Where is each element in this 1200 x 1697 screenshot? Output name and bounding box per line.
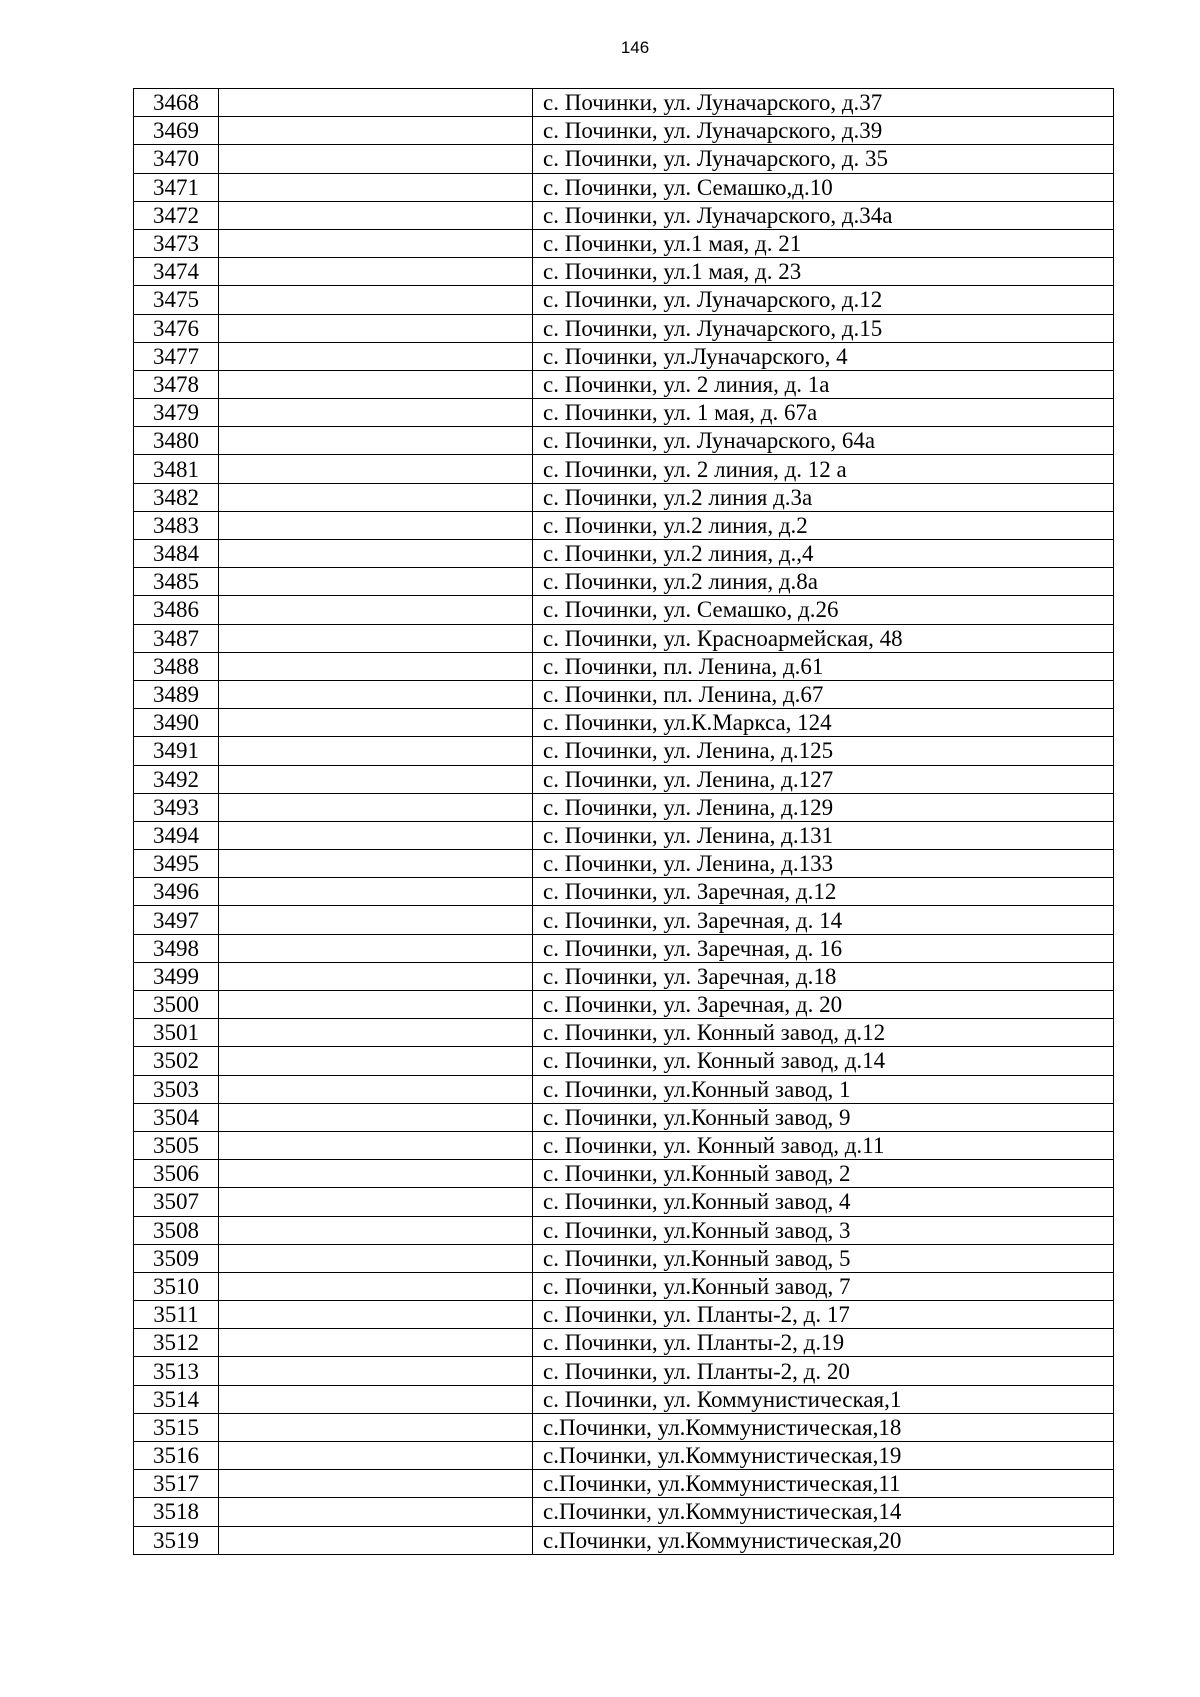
address-cell: с. Починки, ул.2 линия, д.8а bbox=[533, 568, 1114, 596]
row-number-cell: 3504 bbox=[134, 1103, 219, 1131]
row-number-cell: 3477 bbox=[134, 342, 219, 370]
row-number-cell: 3518 bbox=[134, 1498, 219, 1526]
table-row bbox=[134, 793, 1114, 821]
table-row bbox=[134, 906, 1114, 934]
name-cell bbox=[219, 1442, 533, 1470]
row-number-cell: 3509 bbox=[134, 1244, 219, 1272]
table-row bbox=[134, 342, 1114, 370]
table-row bbox=[134, 962, 1114, 990]
name-cell bbox=[219, 145, 533, 173]
name-cell bbox=[219, 652, 533, 680]
name-cell bbox=[219, 1160, 533, 1188]
row-number-cell: 3490 bbox=[134, 709, 219, 737]
row-number-cell: 3493 bbox=[134, 793, 219, 821]
name-cell bbox=[219, 793, 533, 821]
name-cell bbox=[219, 173, 533, 201]
row-number-cell: 3483 bbox=[134, 511, 219, 539]
row-number-cell: 3501 bbox=[134, 1019, 219, 1047]
name-cell bbox=[219, 201, 533, 229]
table-row bbox=[134, 1075, 1114, 1103]
address-cell: с. Починки, ул.Конный завод, 9 bbox=[533, 1103, 1114, 1131]
table-row bbox=[134, 1216, 1114, 1244]
table-row bbox=[134, 568, 1114, 596]
address-cell: с. Починки, ул.Луначарского, 4 bbox=[533, 342, 1114, 370]
address-cell: с. Починки, ул. Заречная, д. 20 bbox=[533, 991, 1114, 1019]
address-cell: с. Починки, ул. Ленина, д.131 bbox=[533, 821, 1114, 849]
address-cell: с. Починки, ул.2 линия, д.2 bbox=[533, 511, 1114, 539]
name-cell bbox=[219, 1188, 533, 1216]
row-number-cell: 3516 bbox=[134, 1442, 219, 1470]
address-cell: с. Починки, ул. Семашко,д.10 bbox=[533, 173, 1114, 201]
address-cell: с. Починки, ул. Планты-2, д.19 bbox=[533, 1329, 1114, 1357]
row-number-cell: 3491 bbox=[134, 737, 219, 765]
row-number-cell: 3498 bbox=[134, 934, 219, 962]
name-cell bbox=[219, 1019, 533, 1047]
name-cell bbox=[219, 1244, 533, 1272]
address-cell: с.Починки, ул.Коммунистическая,18 bbox=[533, 1413, 1114, 1441]
address-cell: с. Починки, ул. Коммунистическая,1 bbox=[533, 1385, 1114, 1413]
row-number-cell: 3476 bbox=[134, 314, 219, 342]
name-cell bbox=[219, 1103, 533, 1131]
address-cell: с. Починки, ул.Конный завод, 7 bbox=[533, 1272, 1114, 1300]
address-cell: с. Починки, ул. Луначарского, д.12 bbox=[533, 286, 1114, 314]
table-row bbox=[134, 370, 1114, 398]
name-cell bbox=[219, 89, 533, 117]
row-number-cell: 3500 bbox=[134, 991, 219, 1019]
table-row bbox=[134, 624, 1114, 652]
table-row bbox=[134, 596, 1114, 624]
address-cell: с. Починки, ул. Конный завод, д.11 bbox=[533, 1131, 1114, 1159]
address-cell: с. Починки, ул. Ленина, д.125 bbox=[533, 737, 1114, 765]
name-cell bbox=[219, 1413, 533, 1441]
address-cell: с. Починки, ул. Заречная, д. 16 bbox=[533, 934, 1114, 962]
row-number-cell: 3473 bbox=[134, 229, 219, 257]
name-cell bbox=[219, 934, 533, 962]
address-cell: с. Починки, ул. Заречная, д.18 bbox=[533, 962, 1114, 990]
name-cell bbox=[219, 709, 533, 737]
address-cell: с. Починки, пл. Ленина, д.61 bbox=[533, 652, 1114, 680]
address-cell: с. Починки, ул. Луначарского, д.39 bbox=[533, 117, 1114, 145]
table-row bbox=[134, 765, 1114, 793]
row-number-cell: 3517 bbox=[134, 1470, 219, 1498]
name-cell bbox=[219, 737, 533, 765]
address-cell: с. Починки, ул. 2 линия, д. 1а bbox=[533, 370, 1114, 398]
name-cell bbox=[219, 483, 533, 511]
name-cell bbox=[219, 765, 533, 793]
address-cell: с. Починки, ул. Луначарского, 64а bbox=[533, 427, 1114, 455]
table-row bbox=[134, 1357, 1114, 1385]
name-cell bbox=[219, 596, 533, 624]
name-cell bbox=[219, 1216, 533, 1244]
table-row bbox=[134, 540, 1114, 568]
name-cell bbox=[219, 427, 533, 455]
name-cell bbox=[219, 399, 533, 427]
name-cell bbox=[219, 1357, 533, 1385]
row-number-cell: 3513 bbox=[134, 1357, 219, 1385]
name-cell bbox=[219, 991, 533, 1019]
address-cell: с. Починки, ул.1 мая, д. 21 bbox=[533, 229, 1114, 257]
row-number-cell: 3499 bbox=[134, 962, 219, 990]
row-number-cell: 3480 bbox=[134, 427, 219, 455]
row-number-cell: 3512 bbox=[134, 1329, 219, 1357]
name-cell bbox=[219, 680, 533, 708]
address-cell: с. Починки, ул. Ленина, д.127 bbox=[533, 765, 1114, 793]
table-row bbox=[134, 709, 1114, 737]
address-cell: с. Починки, ул.Конный завод, 4 bbox=[533, 1188, 1114, 1216]
name-cell bbox=[219, 117, 533, 145]
table-row bbox=[134, 1019, 1114, 1047]
address-cell: с. Починки, ул.2 линия д.3а bbox=[533, 483, 1114, 511]
name-cell bbox=[219, 850, 533, 878]
name-cell bbox=[219, 624, 533, 652]
table-row bbox=[134, 173, 1114, 201]
row-number-cell: 3496 bbox=[134, 878, 219, 906]
name-cell bbox=[219, 962, 533, 990]
row-number-cell: 3469 bbox=[134, 117, 219, 145]
address-cell: с. Починки, ул.Конный завод, 3 bbox=[533, 1216, 1114, 1244]
address-table-body bbox=[134, 89, 1114, 1555]
table-row bbox=[134, 1526, 1114, 1554]
table-row bbox=[134, 511, 1114, 539]
row-number-cell: 3482 bbox=[134, 483, 219, 511]
page-number: 146 bbox=[620, 38, 650, 57]
table-row bbox=[134, 991, 1114, 1019]
table-row bbox=[134, 455, 1114, 483]
address-table bbox=[133, 88, 1114, 1555]
address-cell: с. Починки, ул. Планты-2, д. 20 bbox=[533, 1357, 1114, 1385]
name-cell bbox=[219, 455, 533, 483]
row-number-cell: 3519 bbox=[134, 1526, 219, 1554]
row-number-cell: 3475 bbox=[134, 286, 219, 314]
row-number-cell: 3474 bbox=[134, 258, 219, 286]
table-row bbox=[134, 483, 1114, 511]
name-cell bbox=[219, 1329, 533, 1357]
table-row bbox=[134, 427, 1114, 455]
table-row bbox=[134, 1244, 1114, 1272]
row-number-cell: 3470 bbox=[134, 145, 219, 173]
address-cell: с. Починки, ул. Красноармейская, 48 bbox=[533, 624, 1114, 652]
row-number-cell: 3502 bbox=[134, 1047, 219, 1075]
row-number-cell: 3514 bbox=[134, 1385, 219, 1413]
address-cell: с. Починки, ул.2 линия, д.,4 bbox=[533, 540, 1114, 568]
row-number-cell: 3503 bbox=[134, 1075, 219, 1103]
name-cell bbox=[219, 1075, 533, 1103]
table-row bbox=[134, 1047, 1114, 1075]
name-cell bbox=[219, 1526, 533, 1554]
table-row bbox=[134, 201, 1114, 229]
table-row bbox=[134, 258, 1114, 286]
table-row bbox=[134, 117, 1114, 145]
name-cell bbox=[219, 821, 533, 849]
name-cell bbox=[219, 878, 533, 906]
table-row bbox=[134, 1385, 1114, 1413]
table-row bbox=[134, 145, 1114, 173]
row-number-cell: 3506 bbox=[134, 1160, 219, 1188]
address-cell: с.Починки, ул.Коммунистическая,20 bbox=[533, 1526, 1114, 1554]
address-cell: с. Починки, ул. Луначарского, д.34а bbox=[533, 201, 1114, 229]
address-cell: с. Починки, пл. Ленина, д.67 bbox=[533, 680, 1114, 708]
name-cell bbox=[219, 1470, 533, 1498]
address-cell: с. Починки, ул. Луначарского, д.15 bbox=[533, 314, 1114, 342]
name-cell bbox=[219, 314, 533, 342]
table-row bbox=[134, 1442, 1114, 1470]
name-cell bbox=[219, 1272, 533, 1300]
row-number-cell: 3510 bbox=[134, 1272, 219, 1300]
table-row bbox=[134, 850, 1114, 878]
row-number-cell: 3515 bbox=[134, 1413, 219, 1441]
table-row bbox=[134, 1329, 1114, 1357]
address-cell: с. Починки, ул.К.Маркса, 124 bbox=[533, 709, 1114, 737]
row-number-cell: 3472 bbox=[134, 201, 219, 229]
row-number-cell: 3478 bbox=[134, 370, 219, 398]
table-row bbox=[134, 1301, 1114, 1329]
table-row bbox=[134, 1188, 1114, 1216]
address-cell: с. Починки, ул.Конный завод, 1 bbox=[533, 1075, 1114, 1103]
table-row bbox=[134, 737, 1114, 765]
name-cell bbox=[219, 540, 533, 568]
row-number-cell: 3511 bbox=[134, 1301, 219, 1329]
table-row bbox=[134, 314, 1114, 342]
name-cell bbox=[219, 568, 533, 596]
name-cell bbox=[219, 1047, 533, 1075]
address-cell: с. Починки, ул.Конный завод, 5 bbox=[533, 1244, 1114, 1272]
row-number-cell: 3481 bbox=[134, 455, 219, 483]
row-number-cell: 3495 bbox=[134, 850, 219, 878]
name-cell bbox=[219, 370, 533, 398]
row-number-cell: 3479 bbox=[134, 399, 219, 427]
table-row bbox=[134, 1413, 1114, 1441]
address-cell: с. Починки, ул. Заречная, д.12 bbox=[533, 878, 1114, 906]
table-row bbox=[134, 399, 1114, 427]
address-cell: с. Починки, ул. Планты-2, д. 17 bbox=[533, 1301, 1114, 1329]
row-number-cell: 3497 bbox=[134, 906, 219, 934]
address-cell: с. Починки, ул. 2 линия, д. 12 а bbox=[533, 455, 1114, 483]
name-cell bbox=[219, 258, 533, 286]
table-row bbox=[134, 680, 1114, 708]
address-cell: с. Починки, ул. 1 мая, д. 67а bbox=[533, 399, 1114, 427]
row-number-cell: 3468 bbox=[134, 89, 219, 117]
name-cell bbox=[219, 1131, 533, 1159]
name-cell bbox=[219, 229, 533, 257]
table-row bbox=[134, 1160, 1114, 1188]
row-number-cell: 3484 bbox=[134, 540, 219, 568]
address-cell: с. Починки, ул. Луначарского, д.37 bbox=[533, 89, 1114, 117]
address-cell: с. Починки, ул. Конный завод, д.12 bbox=[533, 1019, 1114, 1047]
row-number-cell: 3494 bbox=[134, 821, 219, 849]
table-row bbox=[134, 1498, 1114, 1526]
address-cell: с. Починки, ул. Заречная, д. 14 bbox=[533, 906, 1114, 934]
address-cell: с.Починки, ул.Коммунистическая,14 bbox=[533, 1498, 1114, 1526]
table-row bbox=[134, 1272, 1114, 1300]
address-cell: с. Починки, ул. Ленина, д.133 bbox=[533, 850, 1114, 878]
name-cell bbox=[219, 342, 533, 370]
row-number-cell: 3507 bbox=[134, 1188, 219, 1216]
name-cell bbox=[219, 286, 533, 314]
name-cell bbox=[219, 511, 533, 539]
name-cell bbox=[219, 1301, 533, 1329]
row-number-cell: 3486 bbox=[134, 596, 219, 624]
table-row bbox=[134, 1131, 1114, 1159]
row-number-cell: 3485 bbox=[134, 568, 219, 596]
table-row bbox=[134, 1103, 1114, 1131]
row-number-cell: 3492 bbox=[134, 765, 219, 793]
table-row bbox=[134, 1470, 1114, 1498]
address-cell: с.Починки, ул.Коммунистическая,19 bbox=[533, 1442, 1114, 1470]
address-cell: с. Починки, ул. Луначарского, д. 35 bbox=[533, 145, 1114, 173]
address-cell: с. Починки, ул.1 мая, д. 23 bbox=[533, 258, 1114, 286]
table-row bbox=[134, 934, 1114, 962]
address-cell: с. Починки, ул.Конный завод, 2 bbox=[533, 1160, 1114, 1188]
table-row bbox=[134, 878, 1114, 906]
name-cell bbox=[219, 1498, 533, 1526]
row-number-cell: 3471 bbox=[134, 173, 219, 201]
table-row bbox=[134, 821, 1114, 849]
row-number-cell: 3505 bbox=[134, 1131, 219, 1159]
row-number-cell: 3508 bbox=[134, 1216, 219, 1244]
address-cell: с. Починки, ул. Семашко, д.26 bbox=[533, 596, 1114, 624]
address-cell: с. Починки, ул. Ленина, д.129 bbox=[533, 793, 1114, 821]
table-row bbox=[134, 89, 1114, 117]
address-cell: с.Починки, ул.Коммунистическая,11 bbox=[533, 1470, 1114, 1498]
row-number-cell: 3488 bbox=[134, 652, 219, 680]
table-row bbox=[134, 229, 1114, 257]
table-row bbox=[134, 286, 1114, 314]
name-cell bbox=[219, 1385, 533, 1413]
row-number-cell: 3489 bbox=[134, 680, 219, 708]
row-number-cell: 3487 bbox=[134, 624, 219, 652]
name-cell bbox=[219, 906, 533, 934]
table-row bbox=[134, 652, 1114, 680]
address-cell: с. Починки, ул. Конный завод, д.14 bbox=[533, 1047, 1114, 1075]
